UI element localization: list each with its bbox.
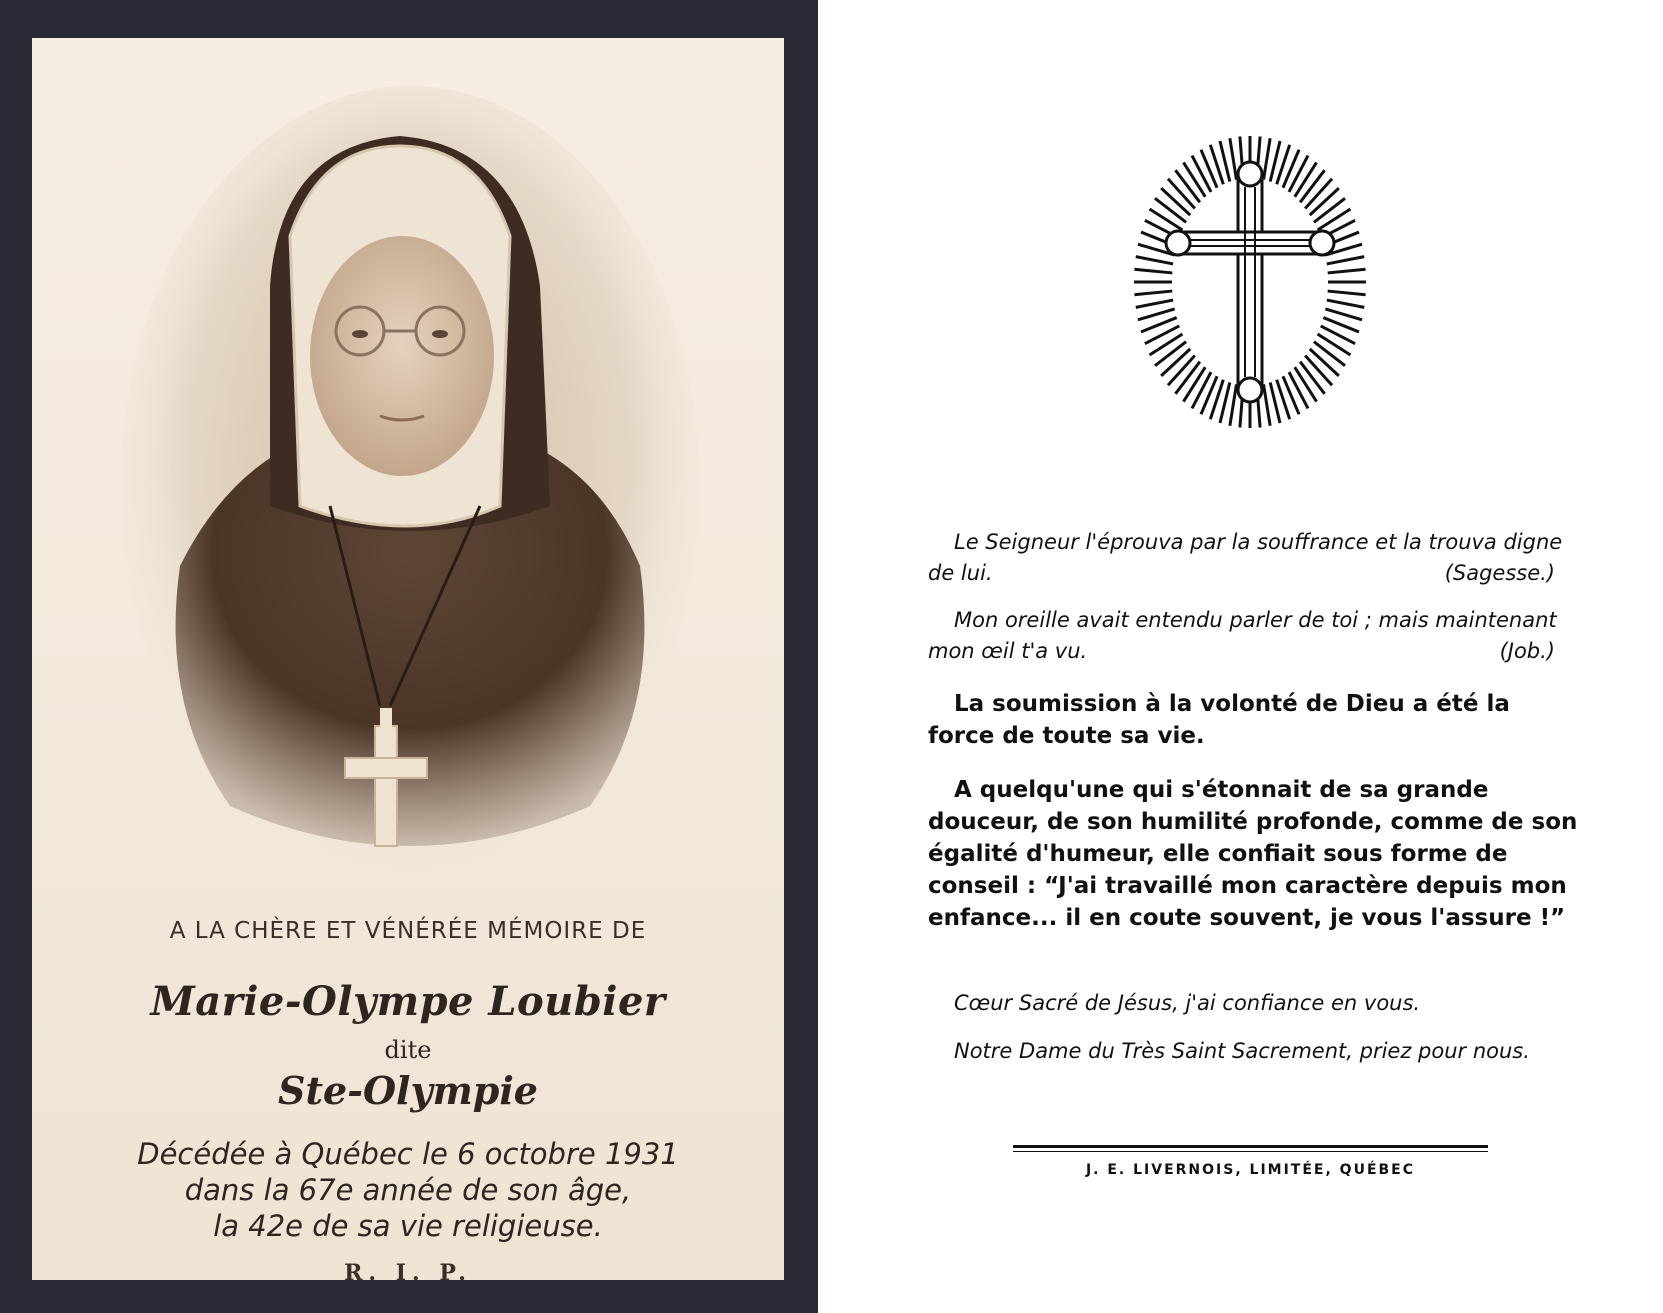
ray xyxy=(1192,156,1211,192)
ray xyxy=(1183,162,1205,196)
ray xyxy=(1230,384,1237,425)
death-line: dans la 67e année de son âge, xyxy=(184,1173,632,1207)
verse-job xyxy=(928,605,1583,667)
ray xyxy=(1328,291,1366,295)
dite-label: dite xyxy=(384,1036,432,1064)
ray xyxy=(1310,188,1339,215)
ray xyxy=(1175,170,1199,202)
portrait-photo xyxy=(120,86,700,886)
ray xyxy=(1327,300,1364,307)
ray xyxy=(1310,349,1339,376)
ray xyxy=(1136,257,1173,264)
ray xyxy=(1300,362,1324,394)
ray xyxy=(1168,179,1195,209)
ray xyxy=(1289,156,1308,192)
divider xyxy=(1013,1151,1488,1152)
ray xyxy=(1314,342,1345,366)
ray xyxy=(1183,367,1205,401)
religious-name: Ste-Olympie xyxy=(278,1068,538,1113)
verse-source: (Sagesse.) xyxy=(1444,561,1555,585)
ray xyxy=(1192,372,1211,408)
ray xyxy=(1161,349,1190,376)
left-card-frame xyxy=(0,0,818,1313)
prayer-sacre-coeur: Cœur Sacré de Jésus, j'ai confiance en vous. xyxy=(954,991,1421,1015)
ray xyxy=(1134,269,1172,273)
ray xyxy=(1134,291,1172,295)
ray xyxy=(1305,356,1332,386)
ray xyxy=(1155,342,1186,366)
verse-source: (Job.) xyxy=(1499,639,1555,663)
paragraph-soumission: La soumission à la volonté de Dieu a été la force de toute sa vie. xyxy=(928,691,1510,749)
deceased-name: Marie-Olympe Loubier xyxy=(150,978,666,1025)
ray xyxy=(1325,309,1362,320)
death-details xyxy=(32,1136,784,1244)
ray xyxy=(1230,138,1237,179)
ray xyxy=(1136,300,1173,307)
death-line: Décédée à Québec le 6 octobre 1931 xyxy=(137,1137,679,1171)
rip-text: R. I. P. xyxy=(344,1260,472,1286)
ray xyxy=(1264,138,1271,179)
paragraph-conseil: A quelqu'une qui s'étonnait de sa grande douceur, de son humilité profonde, comme de son égalité d'humeur, elle confiait sous forme de conseil : “J'ai travaillé mon caractère depuis mon enfance... il en coute souvent, je vous l'assure !” xyxy=(928,777,1578,931)
ray xyxy=(1300,170,1324,202)
memorial-card-front xyxy=(32,38,784,1286)
verse-text: Le Seigneur l'éprouva par la souffrance et la trouva digne de lui. xyxy=(928,530,1563,585)
ray xyxy=(1295,162,1317,196)
ray xyxy=(1161,188,1190,215)
ray xyxy=(1264,384,1271,425)
ray xyxy=(1138,309,1175,320)
memorial-heading: A LA CHÈRE ET VÉNÉRÉE MÉMOIRE DE xyxy=(169,918,647,944)
ray xyxy=(1289,372,1308,408)
ray xyxy=(1168,356,1195,386)
radiant-cross-icon xyxy=(1130,132,1370,432)
verse-text: Mon oreille avait entendu parler de toi ; mais maintenant mon œil t'a vu. xyxy=(928,608,1557,663)
ray xyxy=(1314,198,1345,222)
ray xyxy=(1328,269,1366,273)
ray xyxy=(1175,362,1199,394)
ray xyxy=(1295,367,1317,401)
verse-sagesse xyxy=(928,527,1583,589)
printer-credit: J. E. LIVERNOIS, LIMITÉE, QUÉBEC xyxy=(1085,1162,1416,1178)
memorial-card-back xyxy=(818,0,1663,1313)
ray xyxy=(1305,179,1332,209)
prayer-notre-dame: Notre Dame du Très Saint Sacrement, priez pour nous. xyxy=(954,1039,1530,1063)
death-line: la 42e de sa vie religieuse. xyxy=(213,1209,603,1243)
divider xyxy=(1013,1145,1488,1148)
ray xyxy=(1155,198,1186,222)
ray xyxy=(1327,257,1364,264)
